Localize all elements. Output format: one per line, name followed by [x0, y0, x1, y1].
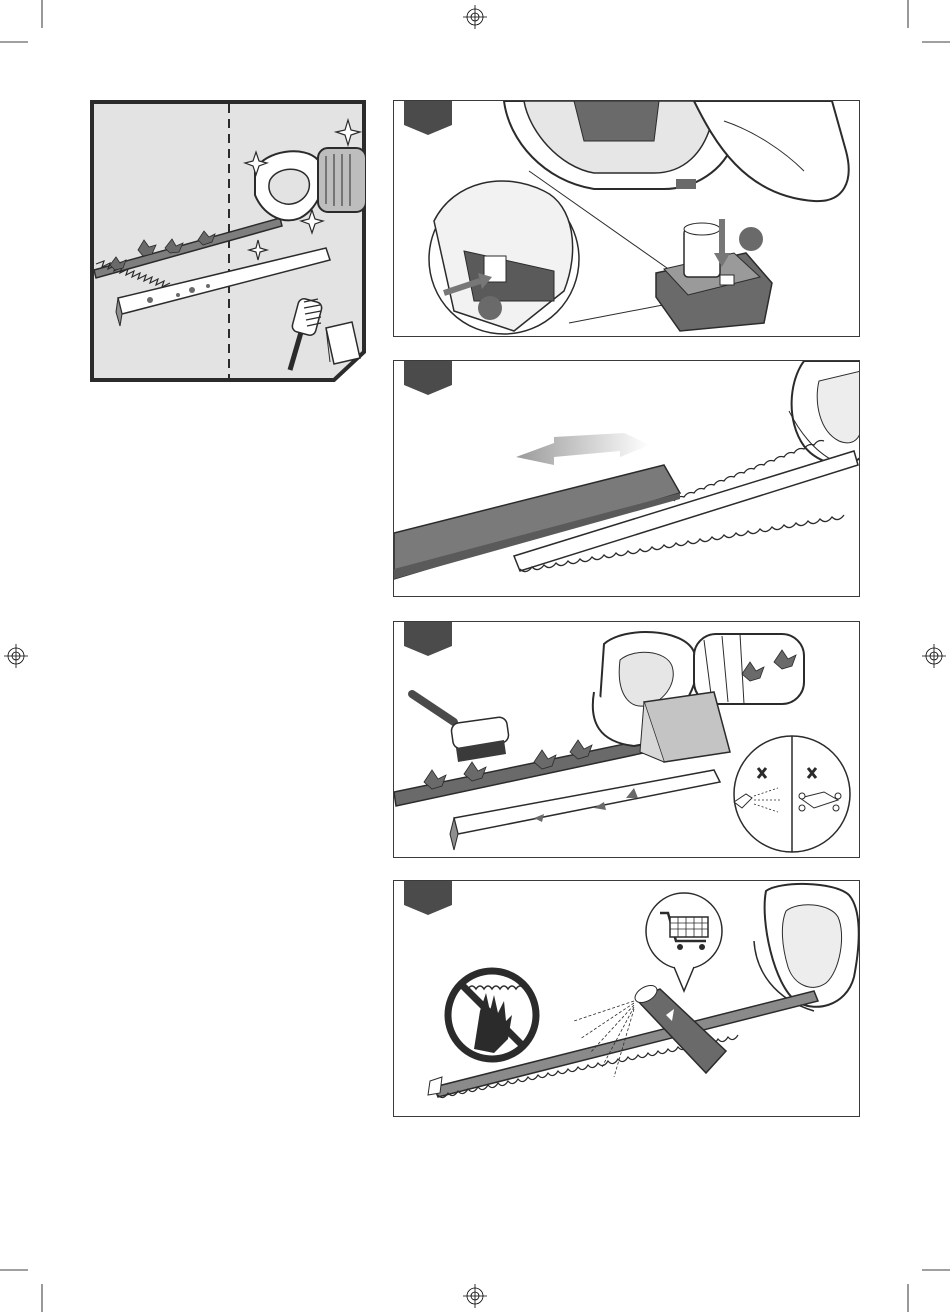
- step-number-tab: [404, 100, 454, 137]
- do-not-touch-blade-icon: [448, 971, 536, 1059]
- step-panel-fit-blade-cover: [393, 360, 860, 597]
- step-panel-lubricate-blades: [393, 880, 860, 1117]
- step-number-tab: [404, 621, 454, 658]
- cleaning-brush-icon: [412, 694, 510, 762]
- cloth-icon: [640, 692, 730, 762]
- magnifier-circle-icon: [429, 171, 694, 334]
- lubricant-spray-can-icon: [574, 982, 726, 1077]
- slide-arrow-icon: [516, 433, 650, 465]
- hedge-trimmer-icon: [504, 101, 849, 201]
- shopping-cart-icon: [646, 893, 722, 991]
- step-panel-clean-debris: [393, 621, 860, 858]
- step-panel-remove-battery: [393, 100, 860, 337]
- overview-panel: [90, 100, 366, 382]
- hedge-trimmer-icon: [514, 361, 860, 572]
- step-number-tab: [404, 360, 454, 397]
- step-number-tab: [404, 880, 454, 917]
